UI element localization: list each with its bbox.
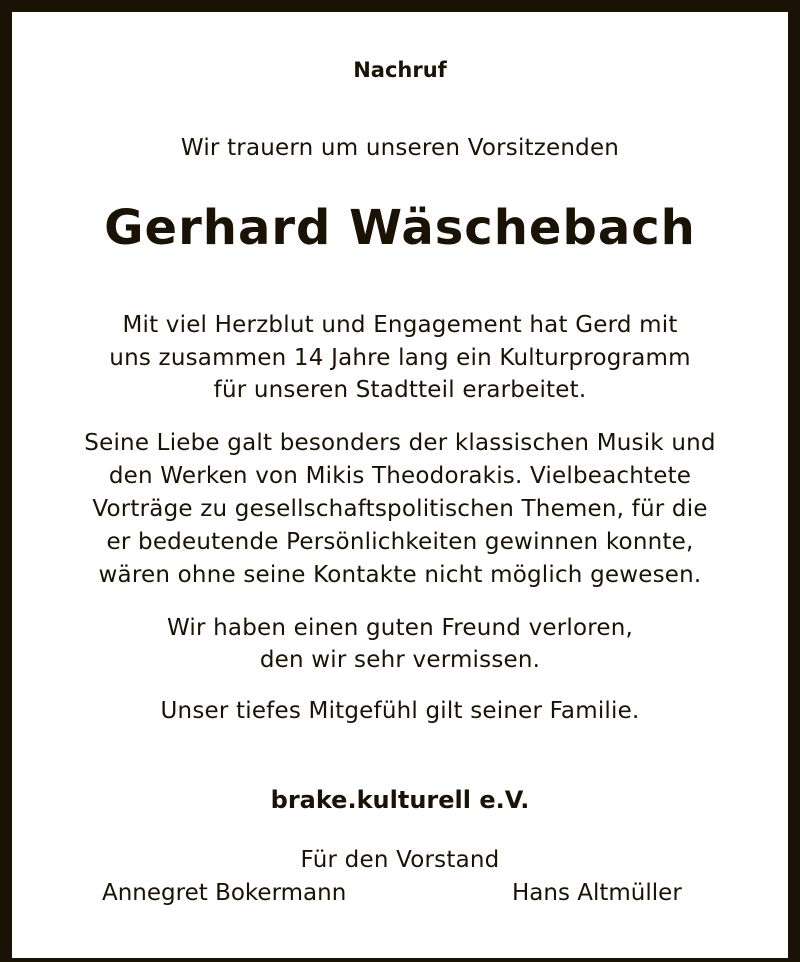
- paragraph-line: er bedeutende Persönlichkeiten gewinnen konnte,: [106, 529, 694, 555]
- paragraph-line: den Werken von Mikis Theodorakis. Vielbeachtete: [108, 463, 692, 489]
- heading: Nachruf: [353, 58, 447, 82]
- paragraph-line: Vorträge zu gesellschaftspolitischen Themen, für die: [92, 496, 708, 522]
- paragraph-line: Seine Liebe galt besonders der klassischen Musik und: [84, 430, 716, 456]
- condolence-line: Unser tiefes Mitgefühl gilt seiner Familie.: [160, 698, 640, 724]
- paragraph-line: uns zusammen 14 Jahre lang ein Kulturprogramm: [109, 345, 691, 371]
- signatory-2: Hans Altmüller: [512, 880, 682, 906]
- paragraph-line: wären ohne seine Kontakte nicht möglich gewesen.: [98, 562, 702, 588]
- organization-name: brake.kulturell e.V.: [270, 786, 530, 814]
- paragraph-line: den wir sehr vermissen.: [259, 647, 541, 673]
- paragraph-line: für unseren Stadtteil erarbeitet.: [213, 377, 587, 403]
- on-behalf-label: Für den Vorstand: [300, 847, 500, 873]
- paragraph-line: Mit viel Herzblut und Engagement hat Gerd mit: [122, 312, 678, 338]
- deceased-name: Gerhard Wäschebach: [104, 200, 696, 256]
- intro-text: Wir trauern um unseren Vorsitzenden: [180, 135, 620, 161]
- signatory-1: Annegret Bokermann: [102, 880, 347, 906]
- paragraph-line: Wir haben einen guten Freund verloren,: [166, 615, 634, 641]
